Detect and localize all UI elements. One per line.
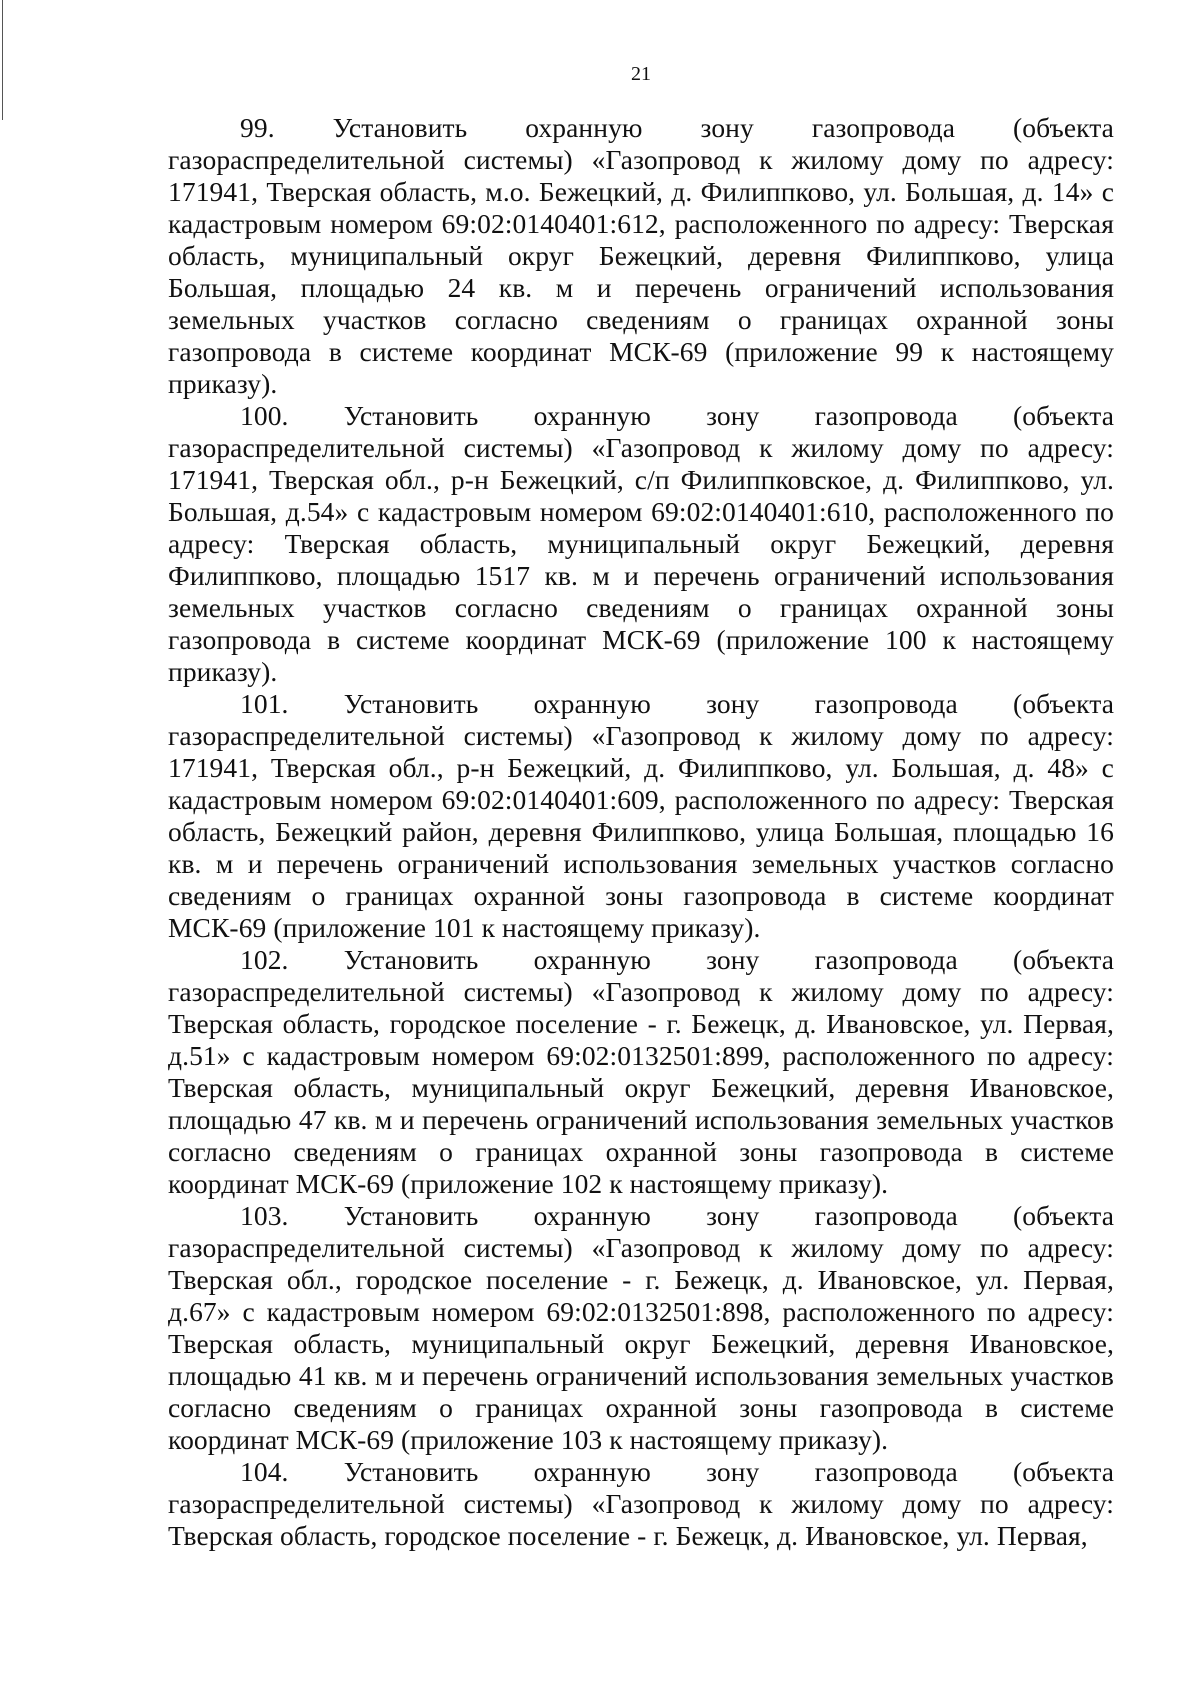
paragraph-lead-line — [168, 1456, 1114, 1488]
lead-word: Установить — [343, 944, 479, 975]
lead-word: (объекта — [1013, 688, 1114, 719]
paragraph-number: 100. — [240, 400, 289, 431]
scan-margin-line — [2, 0, 3, 120]
lead-word: газопровода — [814, 400, 958, 431]
page-number: 21 — [631, 63, 651, 85]
paragraph-100 — [168, 400, 1114, 688]
paragraph-number: 99. — [240, 112, 275, 143]
paragraph-104 — [168, 1456, 1114, 1552]
paragraph-101 — [168, 688, 1114, 944]
paragraph-text: газораспределительной системы) «Газопровод к жилому дому по адресу: 171941, Тверская обл., р-н Бежецкий, д. Филиппково, ул. Большая, д. 48» с кадастровым номером 69:02:0140401:609, расположенного по адресу: Тверская область, Бежецкий район, деревня Филиппково, улица Большая, площадью 16 кв. м и перечень ограничений использования земельных участков согласно сведениям о границах охранной зоны газопровода в системе координат МСК-69 (приложение 101 к настоящему приказу). — [168, 720, 1114, 943]
paragraph-102 — [168, 944, 1114, 1200]
paragraph-number: 104. — [240, 1456, 289, 1487]
paragraph-lead-line — [168, 400, 1114, 432]
lead-word: (объекта — [1012, 112, 1114, 143]
paragraph-lead-line — [168, 688, 1114, 720]
lead-word: зону — [706, 1456, 760, 1487]
lead-word: Установить — [343, 688, 479, 719]
lead-word: зону — [706, 1200, 760, 1231]
paragraph-text: газораспределительной системы) «Газопровод к жилому дому по адресу: 171941, Тверская обл., р-н Бежецкий, с/п Филиппковское, д. Филиппково, ул. Большая, д.54» с кадастровым номером 69:02:0140401:610, расположенного по адресу: Тверская область, муниципальный округ Бежецкий, деревня Филиппково, площадью 1517 кв. м и перечень ограничений использования земельных участков согласно сведениям о границах охранной зоны газопровода в системе координат МСК-69 (приложение 100 к настоящему приказу). — [168, 432, 1114, 687]
paragraph-text: газораспределительной системы) «Газопровод к жилому дому по адресу: Тверская обл., городское поселение - г. Бежецк, д. Ивановское, ул. Первая, д.67» с кадастровым номером 69:02:0132501:898, расположенного по адресу: Тверская область, муниципальный округ Бежецкий, деревня Ивановское, площадью 41 кв. м и перечень ограничений использования земельных участков согласно сведениям о границах охранной зоны газопровода в системе координат МСК-69 (приложение 103 к настоящему приказу). — [168, 1232, 1114, 1455]
lead-word: газопровода — [814, 1456, 958, 1487]
paragraph-number: 102. — [240, 944, 289, 975]
lead-word: охранную — [533, 1200, 651, 1231]
paragraph-text: газораспределительной системы) «Газопровод к жилому дому по адресу: Тверская область, городское поселение - г. Бежецк, д. Ивановское, ул. Первая, д.51» с кадастровым номером 69:02:0132501:899, расположенного по адресу: Тверская область, муниципальный округ Бежецкий, деревня Ивановское, площадью 47 кв. м и перечень ограничений использования земельных участков согласно сведениям о границах охранной зоны газопровода в системе координат МСК-69 (приложение 102 к настоящему приказу). — [168, 976, 1114, 1199]
lead-word: Установить — [343, 400, 479, 431]
lead-word: зону — [706, 944, 760, 975]
paragraph-lead-line — [168, 944, 1114, 976]
lead-word: Установить — [343, 1456, 479, 1487]
lead-word: зону — [706, 688, 760, 719]
lead-word: (объекта — [1013, 1456, 1114, 1487]
lead-word: (объекта — [1013, 400, 1114, 431]
lead-word: зону — [700, 112, 754, 143]
lead-word: охранную — [533, 400, 651, 431]
paragraph-lead-line — [168, 112, 1114, 144]
document-body — [168, 112, 1114, 1552]
lead-word: зону — [706, 400, 760, 431]
lead-word: охранную — [533, 688, 651, 719]
lead-word: охранную — [533, 944, 651, 975]
lead-word: газопровода — [814, 688, 958, 719]
paragraph-text: газораспределительной системы) «Газопровод к жилому дому по адресу: 171941, Тверская область, м.о. Бежецкий, д. Филиппково, ул. Большая, д. 14» с кадастровым номером 69:02:0140401:612, расположенного по адресу: Тверская область, муниципальный округ Бежецкий, деревня Филиппково, улица Большая, площадью 24 кв. м и перечень ограничений использования земельных участков согласно сведениям о границах охранной зоны газопровода в системе координат МСК-69 (приложение 99 к настоящему приказу). — [168, 144, 1114, 399]
lead-word: охранную — [533, 1456, 651, 1487]
paragraph-99 — [168, 112, 1114, 400]
lead-word: газопровода — [814, 944, 958, 975]
lead-word: охранную — [525, 112, 643, 143]
paragraph-103 — [168, 1200, 1114, 1456]
lead-word: газопровода — [814, 1200, 958, 1231]
lead-word: Установить — [343, 1200, 479, 1231]
paragraph-number: 103. — [240, 1200, 289, 1231]
lead-word: газопровода — [811, 112, 956, 143]
paragraph-text: газораспределительной системы) «Газопровод к жилому дому по адресу: Тверская область, городское поселение - г. Бежецк, д. Ивановское, ул. Первая, — [168, 1488, 1114, 1551]
paragraph-number: 101. — [240, 688, 289, 719]
paragraph-lead-line — [168, 1200, 1114, 1232]
lead-word: (объекта — [1013, 1200, 1114, 1231]
lead-word: (объекта — [1013, 944, 1114, 975]
lead-word: Установить — [332, 112, 468, 143]
